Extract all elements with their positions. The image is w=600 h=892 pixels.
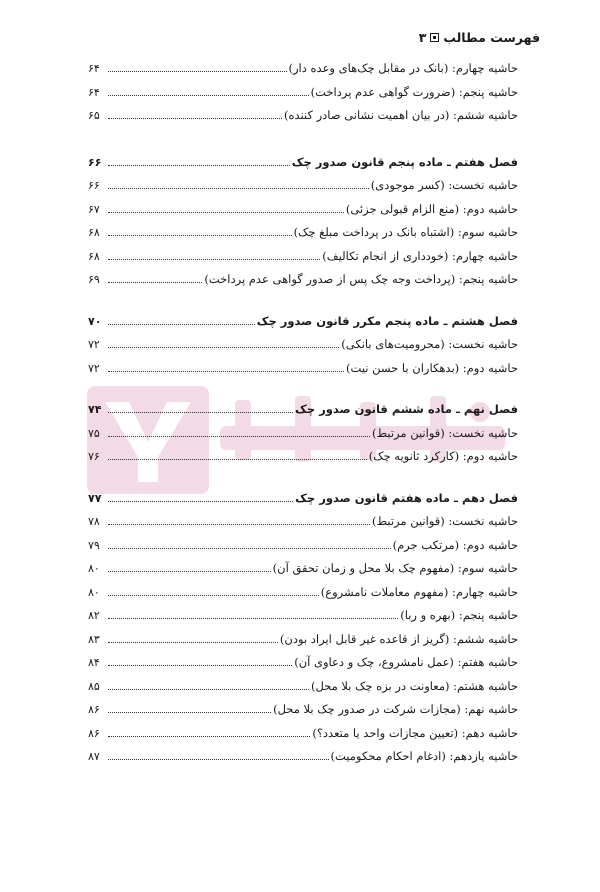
toc-entry-page: ۷۲ [88,338,100,351]
toc-entry[interactable] [88,221,518,245]
toc-entry-title: حاشیه دوم: (منع الزام قبولی جزئی) [345,201,518,216]
dot-leader [108,118,282,119]
toc-entry-title: حاشیه نخست: (کسر موجودی) [370,178,518,192]
dot-leader [108,665,292,666]
dot-leader [108,371,344,372]
dot-leader [108,165,290,166]
toc-entry[interactable] [88,722,518,746]
toc-entry[interactable] [88,333,518,357]
toc-entry-page: ۶۹ [88,273,100,286]
toc-entry-title: حاشیه دوم: (مرتکب جرم) [392,537,518,552]
dot-leader [108,501,293,502]
toc-entry-page: ۸۵ [88,679,100,693]
toc-entry[interactable] [88,510,518,534]
toc-entry-title: حاشیه پنجم: (بهره و ربا) [400,608,518,622]
toc-entry[interactable] [88,81,518,105]
toc-entry-page: ۷۰ [88,314,102,328]
toc-entry[interactable] [88,245,518,269]
dot-leader [108,524,370,525]
dot-leader [108,212,344,213]
toc-entry-page: ۷۸ [88,515,100,528]
toc-entry[interactable] [88,268,518,292]
dot-leader [108,95,309,96]
dot-leader [108,571,271,572]
dot-leader [108,436,370,437]
toc-entry[interactable] [88,581,518,605]
header-title: فهرست مطالب [443,30,540,45]
toc-entry-page: ۸۲ [88,609,100,622]
toc-entry-title: حاشیه هشتم: (معاونت در بزه چک بلا محل) [310,678,518,693]
toc-entry-page: ۶۴ [88,85,100,99]
toc-entry[interactable] [88,651,518,675]
dot-leader [108,712,271,713]
toc-entry-title: حاشیه نخست: (قوانین مرتبط) [371,514,518,528]
dot-leader [108,188,369,189]
toc-entry-page: ۸۶ [88,726,100,740]
dot-leader [108,235,292,236]
toc-entry-title: حاشیه دوم: (بدهکاران با حسن نیت) [346,360,518,375]
toc-entry[interactable] [88,104,518,128]
toc-entry-title: فصل هفتم ـ ماده پنجم قانون صدور چک [291,154,518,169]
dot-leader [108,412,293,413]
toc-entry-title: حاشیه نهم: (مجازات شرکت در صدور چک بلا محل) [273,702,518,716]
dot-leader [108,259,320,260]
toc-entry[interactable] [88,557,518,581]
toc-entry-title: حاشیه چهارم: (خودداری از انجام تکالیف) [322,248,518,263]
dot-leader [108,642,278,643]
toc-entry-page: ۸۴ [88,656,100,669]
dot-leader [108,282,202,283]
toc-entry-page: ۶۶ [88,155,102,169]
toc-entry-page: ۸۶ [88,703,100,716]
toc-entry[interactable] [88,357,518,381]
toc-entry-title: حاشیه دهم: (تعیین مجازات واحد یا متعدد؟) [312,725,518,740]
toc-entry-page: ۷۹ [88,538,100,552]
toc-entry[interactable] [88,174,518,198]
toc-entry-page: ۶۶ [88,179,100,192]
toc-entry-title: حاشیه دوم: (کارکرد ثانویه چک) [368,449,518,463]
toc-entry-page: ۶۸ [88,249,100,263]
toc-entry-page: ۶۵ [88,109,100,122]
toc-entry-page: ۸۷ [88,750,100,763]
toc-chapter-heading[interactable] [88,151,518,175]
toc-entry-title: حاشیه چهارم: (بانک در مقابل چک‌های وعده دار) [288,61,518,75]
toc-entry-title: حاشیه نخست: (قوانین مرتبط) [371,425,518,440]
toc-entry-title: حاشیه پنجم: (پرداخت وجه چک پس از صدور گواهی عدم پرداخت) [204,272,518,286]
toc-chapter-heading[interactable] [88,310,518,334]
dot-leader [108,759,329,760]
toc-entry[interactable] [88,604,518,628]
toc-entry-title: فصل نهم ـ ماده ششم قانون صدور چک [295,402,518,416]
toc-entry-page: ۶۸ [88,226,100,239]
toc-entry-title: فصل هشتم ـ ماده پنجم مکرر قانون صدور چک [256,313,518,328]
toc-entry-page: ۸۰ [88,562,100,575]
toc-entry-page: ۷۵ [88,426,100,440]
toc-entry-title: حاشیه پنجم: (ضرورت گواهی عدم پرداخت) [310,84,518,99]
square-bullet-icon [430,33,439,42]
toc-entry[interactable] [88,534,518,558]
toc-entry-title: فصل دهم ـ ماده هفتم قانون صدور چک [295,490,518,505]
header-page-number: ۳ [418,30,427,45]
toc-entry-title: حاشیه نخست: (محرومیت‌های بانکی) [341,337,518,351]
toc-entry-title: حاشیه چهارم: (مفهوم معاملات نامشروع) [320,584,518,599]
dot-leader [108,595,319,596]
toc-entry-title: حاشیه ششم: (در بیان اهمیت نشانی صادر کننده) [283,108,518,122]
dot-leader [108,459,367,460]
toc-entry-page: ۶۴ [88,62,100,75]
dot-leader [108,618,398,619]
toc-entry-title: حاشیه سوم: (مفهوم چک بلا محل و زمان تحقق آن) [272,561,518,575]
toc-chapter-heading[interactable] [88,398,518,422]
toc-entry-page: ۷۷ [88,491,102,505]
toc-entry-title: حاشیه هفتم: (عمل نامشروع، چک و دعاوی آن) [294,655,518,669]
toc-entry-title: حاشیه ششم: (گریز از قاعده غیر قابل ایراد بودن) [279,631,518,646]
toc-entry[interactable] [88,57,518,81]
toc-entry-page: ۷۴ [88,403,102,416]
toc-entry-page: ۶۷ [88,202,100,216]
running-header [60,30,540,45]
toc-entry[interactable] [88,422,518,446]
toc-entry-title: حاشیه سوم: (اشتباه بانک در پرداخت مبلغ چک) [293,225,518,239]
dot-leader [108,689,309,690]
dot-leader [108,347,339,348]
dot-leader [108,736,310,737]
toc-entry[interactable] [88,745,518,769]
dot-leader [108,324,255,325]
toc-entry-page: ۷۲ [88,361,100,375]
toc-entry[interactable] [88,198,518,222]
toc-entry[interactable] [88,698,518,722]
toc-entry-title: حاشیه یازدهم: (ادغام احکام محکومیت) [330,749,518,763]
dot-leader [108,71,287,72]
toc-entry[interactable] [88,628,518,652]
toc-chapter-heading[interactable] [88,487,518,511]
toc-entry-page: ۷۶ [88,450,100,463]
toc-entry[interactable] [88,445,518,469]
toc-entry-page: ۸۳ [88,632,100,646]
toc-entry[interactable] [88,675,518,699]
dot-leader [108,548,391,549]
table-of-contents [88,57,518,769]
toc-entry-page: ۸۰ [88,585,100,599]
